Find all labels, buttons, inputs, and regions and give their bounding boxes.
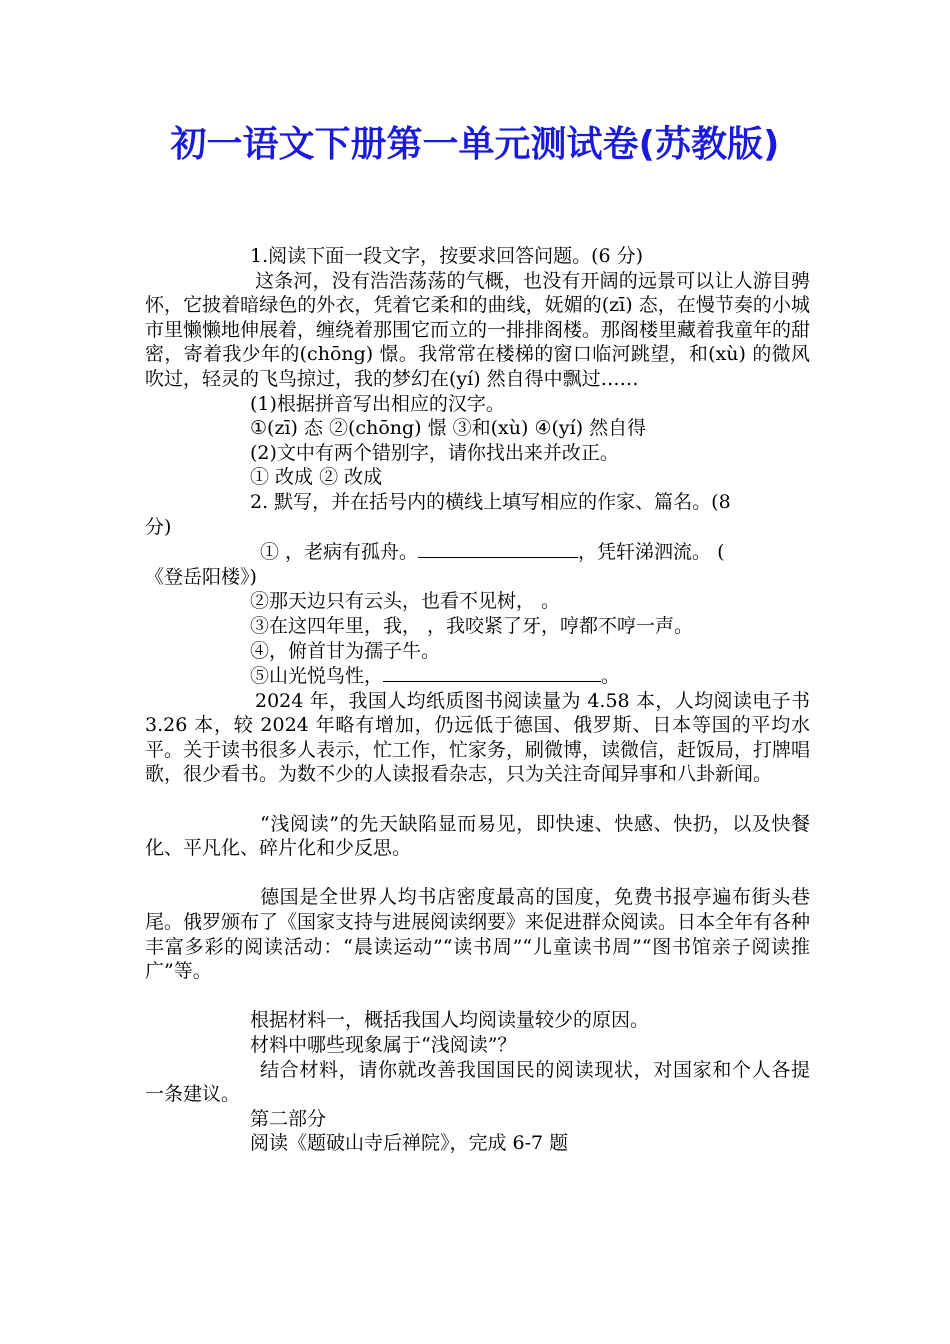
item-1-part-b: ，凭轩涕泗流。 ( — [578, 541, 725, 564]
item-5-part-a: ⑤山光悦鸟性， — [250, 665, 384, 688]
page-title: 初一语文下册第一单元测试卷(苏教版) — [170, 124, 780, 165]
material-1-first: 2024 年，我国人均纸质图书阅读量为 4.58 本，人均阅读 — [255, 689, 753, 712]
question-4: 材料中哪些现象属于“浅阅读”？ — [250, 1034, 517, 1056]
item-5-part-b: 。 — [601, 665, 621, 688]
question-1-sub1-items: ①(zī) 态 ②(chōng) 憬 ③和(xù) ④(yí) 然自得 — [250, 417, 647, 440]
part-2-heading: 第二部分 — [250, 1107, 327, 1130]
question-2-item-1 — [145, 539, 810, 589]
question-2-item-5 — [145, 663, 810, 689]
question-1-passage — [145, 269, 810, 392]
question-2-item-4: ④，俯首甘为孺子牛。 — [250, 639, 441, 662]
item-1-part-a: ① ，老病有孤舟。 — [260, 541, 419, 564]
blank-line — [145, 984, 810, 1009]
material-3: 德国是全世界人均书店密度最高的国度，免费书报亭遍布街头巷尾。俄罗颁布了《国家支持与进展阅读纲要》来促进群众阅读。日本全年有各种丰富多彩的阅读活动：“晨读运动”“读书周”“儿童读书周”“图书馆亲子阅读推广”等。 — [145, 886, 811, 983]
document-body — [145, 244, 810, 1156]
question-2-header-first: 2. 默写，并在括号内的横线上填写相应的作家、篇名。(8 — [250, 490, 731, 513]
question-2-item-2: ②那天边只有云头，也看不见树， 。 — [250, 590, 561, 613]
question-1-header: 1.阅读下面一段文字，按要求回答问题。(6 分) — [250, 245, 644, 267]
reading-instruction: 阅读《题破山寺后禅院》，完成 6-7 题 — [250, 1132, 569, 1155]
passage-rest: 让人游目骋怀，它披着暗绿色的外衣，凭着它柔和的曲线，妩媚的(zī) 态，在慢节奏的小城市里懒懒地伸展着，缠绕着那围它而立的一排排阁楼。那阁楼里藏着我童年的甜密，寄着我少年的(chōng) 憬。我常常在楼梯的窗口临河跳望，和(xù) 的微风吹过，轻灵的飞鸟掠过，我的梦幻在(yí) 然自得中飘过…… — [145, 269, 811, 390]
passage-first-line: 这条河，没有浩浩荡荡的气概，也没有开阔的远景可以 — [255, 269, 715, 292]
question-1-sub1: (1)根据拼音写出相应的汉字。 — [250, 392, 505, 415]
material-2: “浅阅读”的先天缺陷显而易见，即快速、快感、快扔，以及快餐化、平凡化、碎片化和少反思。 — [145, 812, 810, 860]
question-2-header-rest: 分) — [145, 515, 172, 538]
question-1-sub2: (2)文中有两个错别字，请你找出来并改正。 — [250, 441, 619, 464]
material-1 — [145, 689, 810, 787]
blank-line — [145, 787, 810, 812]
item-1-part-c: 《登岳阳楼》) — [145, 565, 257, 588]
blank-line — [145, 861, 810, 886]
material-1-rest: 电子书 3.26 本，较 2024 年略有增加，仍远低于德国、俄罗斯、日本等国的平均水平。关于读书很多人表示，忙工作，忙家务，刷微博，读微信，赶饭局，打牌唱歌，很少看书。为数不少的人读报看杂志，只为关注奇闻异事和八卦新闻。 — [145, 689, 811, 786]
question-3: 根据材料一，概括我国人均阅读量较少的原因。 — [250, 1009, 650, 1032]
question-2-item-3: ③在这四年里，我， ，我咬紧了牙，哼都不哼一声。 — [250, 614, 694, 637]
answer-blank[interactable] — [383, 663, 601, 682]
question-1-sub2-items: ① 改成 ② 改成 — [250, 466, 383, 489]
question-2-header — [145, 490, 810, 539]
question-5: 结合材料，请你就改善我国国民的阅读现状，对国家和个人各提一条建议。 — [145, 1058, 810, 1106]
answer-blank[interactable] — [418, 539, 578, 558]
